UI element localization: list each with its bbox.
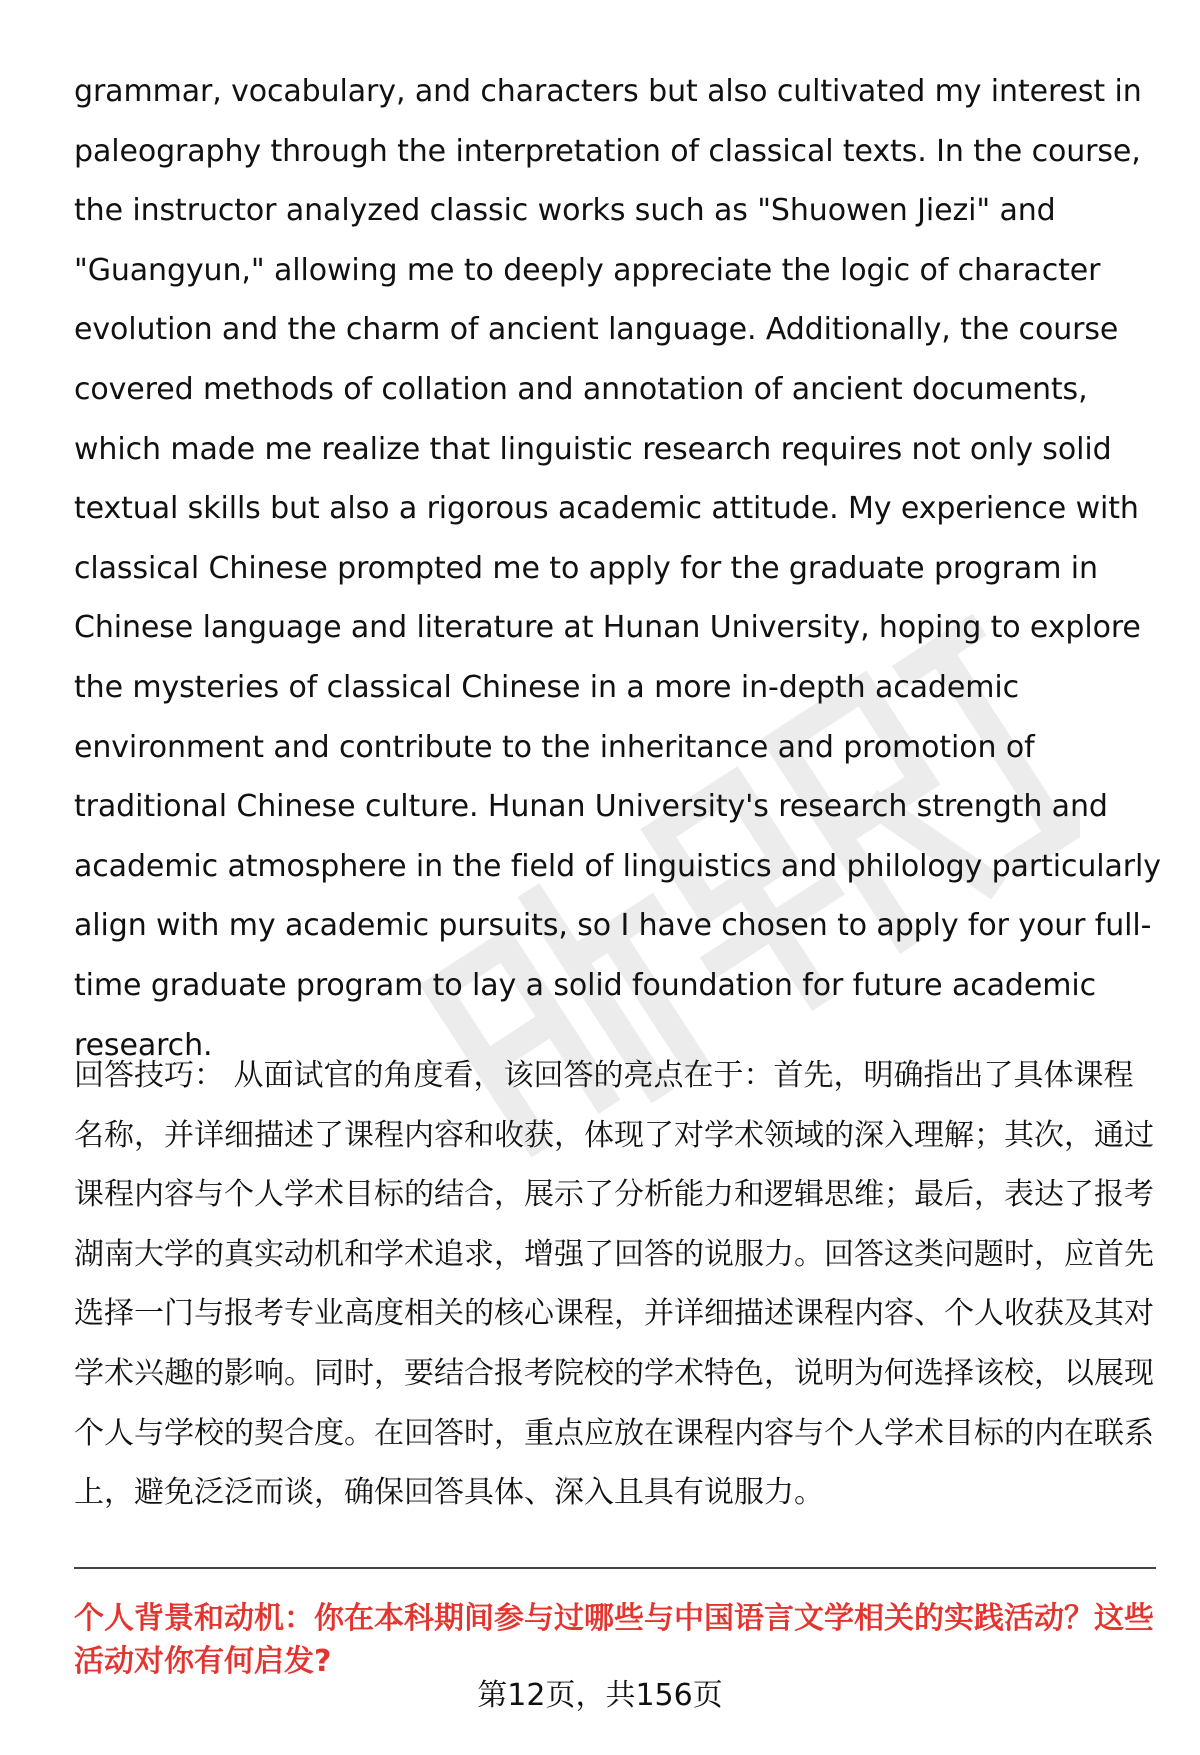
answer-english-paragraph: grammar, vocabulary, and characters but also cultivated my interest in paleography through the interpretation of classical texts. In the course, the instructor analyzed classic works such as "Shuowen Jiezi" and "Guangyun," allowing me to deeply appreciate the logic of character evolution and the charm of ancient language. Additionally, the course covered methods of collation and annotation of ancient documents, which made me realize that linguistic research requires not only solid textual skills but also a rigorous academic attitude. My experience with classical Chinese prompted me to apply for the graduate program in Chinese language and literature at Hunan University, hoping to explore the mysteries of classical Chinese in a more in-depth academic environment and contribute to the inheritance and promotion of traditional Chinese culture. Hunan University's research strength and academic atmosphere in the field of linguistics and philology particularly align with my academic pursuits, so I have chosen to apply for your full-time graduate program to lay a solid foundation for future academic research.	[74, 74, 1161, 1063]
answer-tips-paragraph: 回答技巧： 从面试官的角度看，该回答的亮点在于：首先，明确指出了具体课程名称，并详细描述了课程内容和收获，体现了对学术领域的深入理解；其次，通过课程内容与个人学术目标的结合，展示了分析能力和逻辑思维；最后，表达了报考湖南大学的真实动机和学术追求，增强了回答的说服力。回答这类问题时，应首先选择一门与报考专业高度相关的核心课程，并详细描述课程内容、个人收获及其对学术兴趣的影响。同时，要结合报考院校的学术特色，说明为何选择该校，以展现个人与学校的契合度。在回答时，重点应放在课程内容与个人学术目标的内在联系上，避免泛泛而谈，确保回答具体、深入且具有说服力。	[74, 1058, 1154, 1511]
page-number-footer: 第12页，共156页	[477, 1678, 723, 1713]
section-divider	[74, 1567, 1156, 1569]
next-question-heading: 个人背景和动机：你在本科期间参与过哪些与中国语言文学相关的实践活动？这些活动对你有何启发?	[74, 1601, 1154, 1679]
